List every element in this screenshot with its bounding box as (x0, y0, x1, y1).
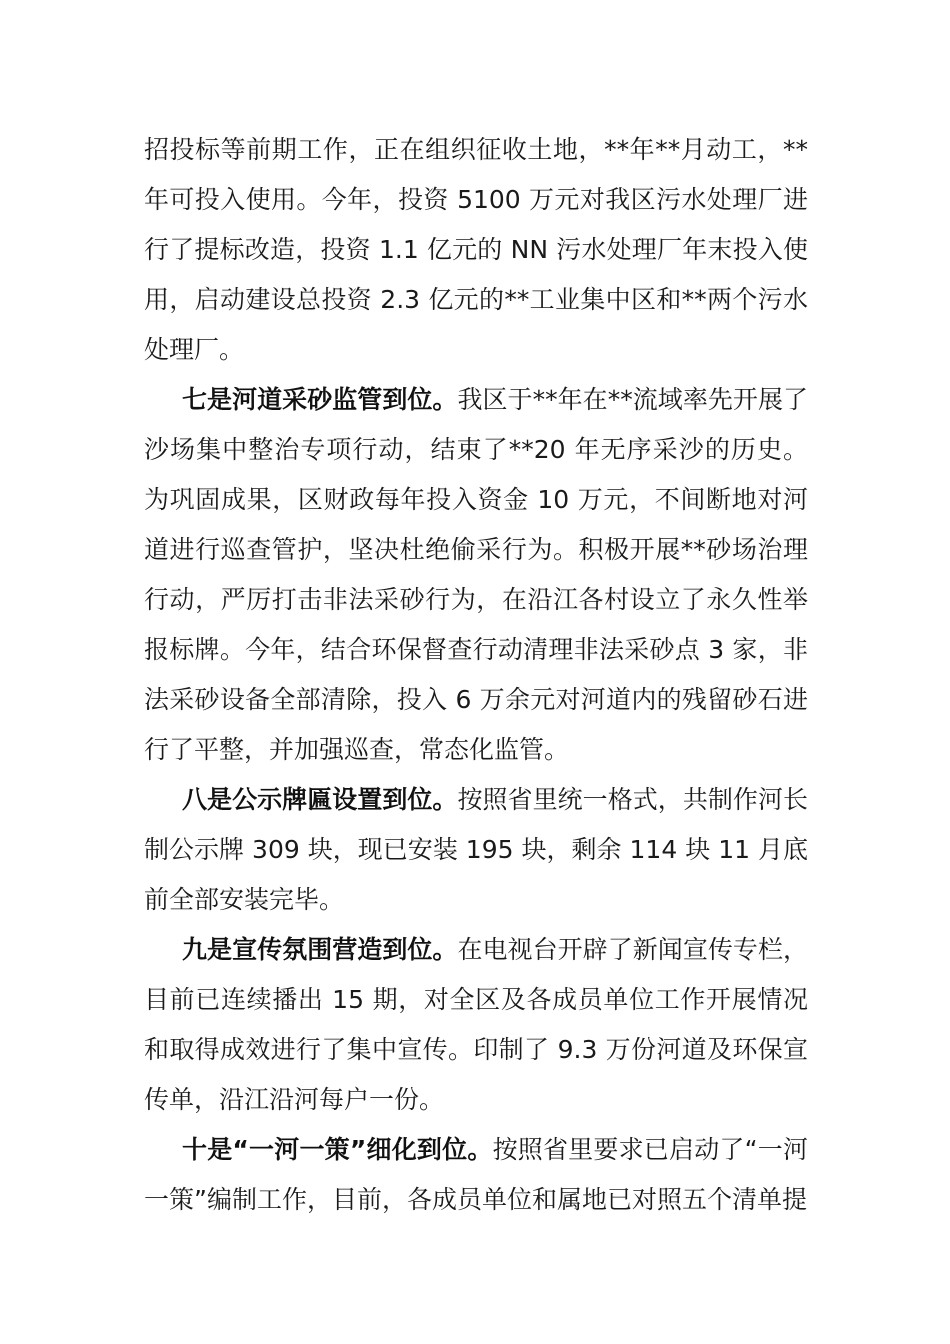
paragraph-text: 招投标等前期工作，正在组织征收土地，**年**月动工，**年可投入使用。今年，投资 5100 万元对我区污水处理厂进行了提标改造，投资 1.1 亿元的 NN 污水处理厂年末投入使用，启动建设总投资 2.3 亿元的**工业集中区和**两个污水处理厂。 (144, 135, 808, 364)
paragraph-one-river-one-policy (144, 1125, 808, 1225)
paragraph-heading: 八是公示牌匾设置到位。 (182, 785, 458, 814)
paragraph-sand-mining (144, 375, 808, 775)
paragraph-heading: 七是河道采砂监管到位。 (182, 385, 458, 414)
paragraph-text: 按照省里要求已启动了“一河一策”编制工作，目前，各成员单位和属地已对照五个清单提 (144, 1135, 808, 1214)
document-body (144, 125, 808, 1225)
paragraph-text: 我区于**年在**流域率先开展了沙场集中整治专项行动，结束了**20 年无序采沙的历史。为巩固成果，区财政每年投入资金 10 万元，不间断地对河道进行巡查管护，坚决杜绝偷采行为。积极开展**砂场治理行动，严厉打击非法采砂行为，在沿江各村设立了永久性举报标牌。今年，结合环保督查行动清理非法采砂点 3 家，非法采砂设备全部清除，投入 6 万余元对河道内的残留砂石进行了平整，并加强巡查，常态化监管。 (144, 385, 808, 764)
paragraph-sewage-continuation (144, 125, 808, 375)
paragraph-publicity (144, 925, 808, 1125)
paragraph-heading: 十是“一河一策”细化到位。 (182, 1135, 493, 1164)
paragraph-heading: 九是宣传氛围营造到位。 (182, 935, 458, 964)
paragraph-text: 在电视台开辟了新闻宣传专栏，目前已连续播出 15 期，对全区及各成员单位工作开展情况和取得成效进行了集中宣传。印制了 9.3 万份河道及环保宣传单，沿江沿河每户一份。 (144, 935, 808, 1114)
paragraph-text: 按照省里统一格式，共制作河长制公示牌 309 块，现已安装 195 块，剩余 114 块 11 月底前全部安装完毕。 (144, 785, 808, 914)
paragraph-signboards (144, 775, 808, 925)
